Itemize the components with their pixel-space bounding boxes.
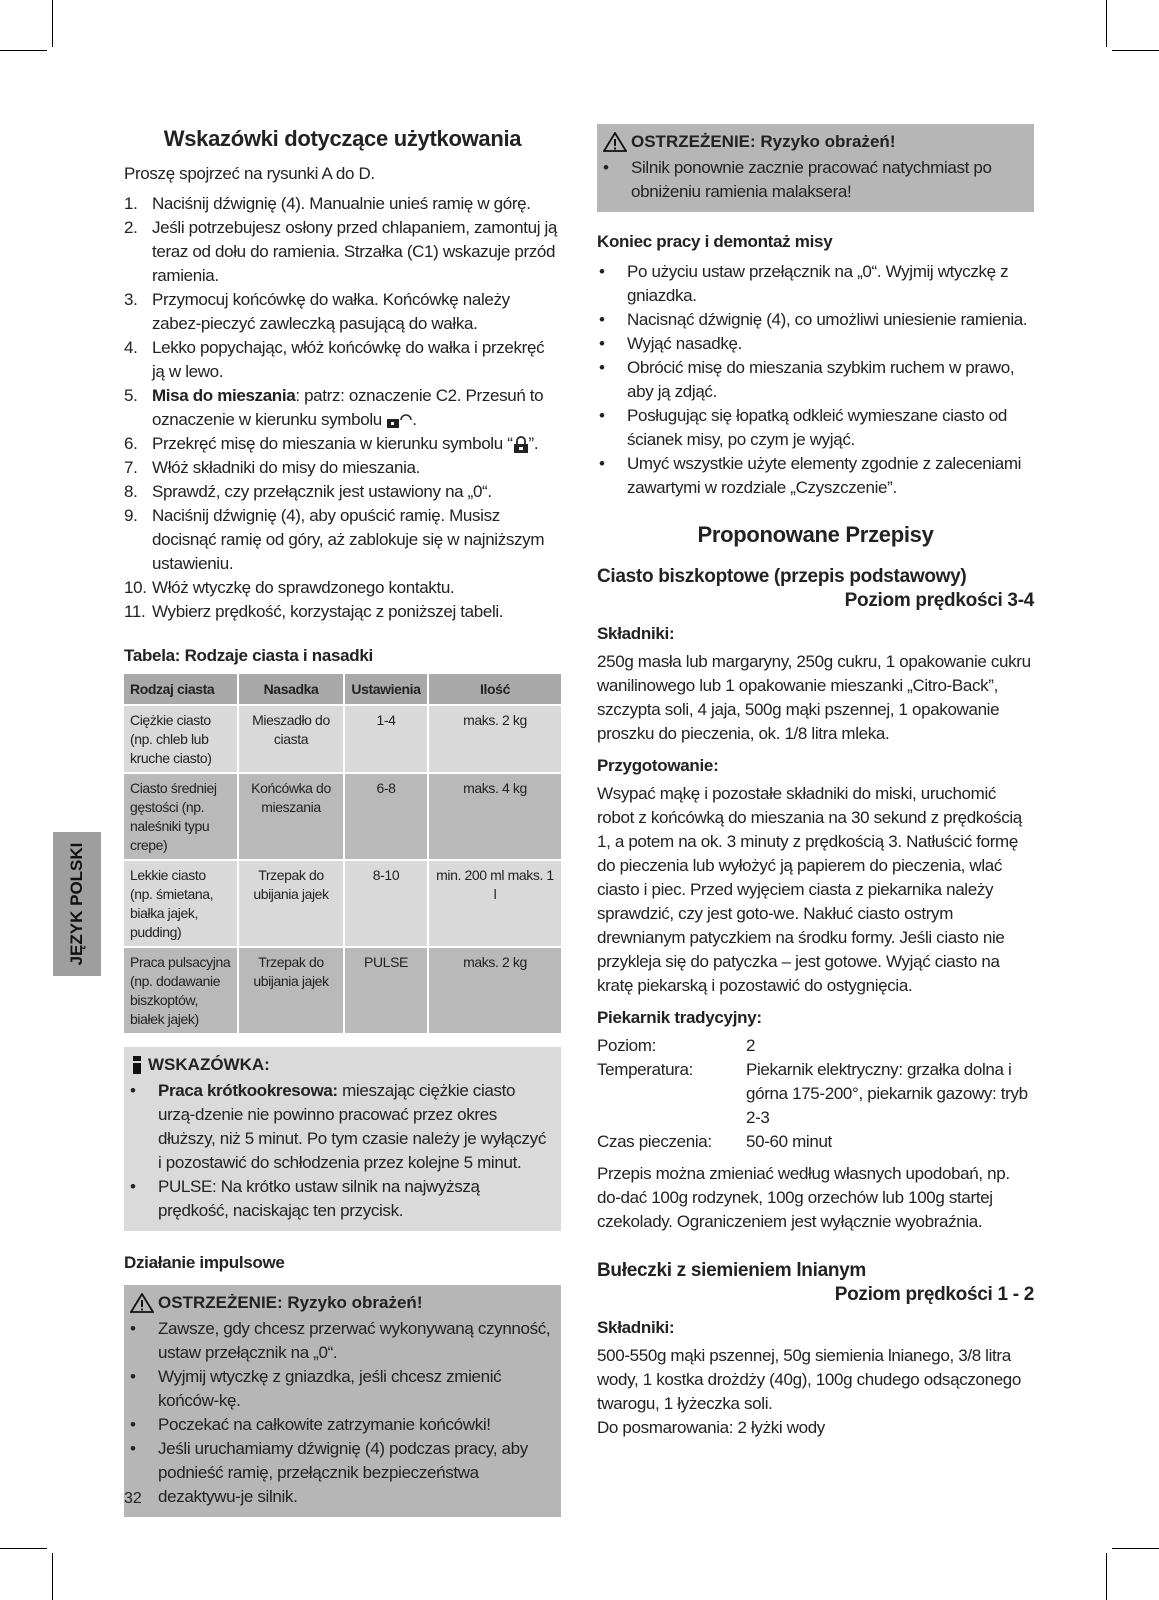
crop-mark bbox=[52, 1553, 53, 1600]
dough-table bbox=[124, 674, 561, 1033]
step-item bbox=[124, 480, 561, 504]
end-work-text: Po użyciu ustaw przełącznik na „0“. Wyjmij wtyczkę z gniazdka. bbox=[627, 262, 1009, 305]
end-work-title: Koniec pracy i demontaż misy bbox=[597, 232, 833, 251]
step-number: 2. bbox=[124, 218, 138, 237]
usage-steps bbox=[124, 192, 561, 624]
table-cell: Ciężkie ciasto (np. chleb lub kruche ciasto) bbox=[124, 705, 238, 773]
recipe-speed: Poziom prędkości 3-4 bbox=[844, 590, 1034, 611]
bullet: • bbox=[130, 1177, 136, 1196]
step-item bbox=[124, 288, 561, 336]
bullet: • bbox=[130, 1415, 136, 1434]
bullet: • bbox=[599, 334, 605, 353]
step-text: : patrz: oznaczenie C2. Przesuń to oznaczenie w kierunku symbolu bbox=[152, 386, 544, 429]
table-cell: maks. 2 kg bbox=[428, 947, 561, 1033]
warning-item bbox=[124, 1437, 551, 1509]
preparation-label: Przygotowanie: bbox=[597, 756, 719, 775]
warning-item-text: Poczekać na całkowite zatrzymanie końcówki! bbox=[158, 1415, 491, 1434]
step-bold: Misa do mieszania bbox=[152, 386, 296, 405]
table-cell: Trzepak do ubijania jajek bbox=[238, 860, 344, 947]
ingredients-label: Składniki: bbox=[597, 624, 675, 643]
warning-item bbox=[124, 1365, 551, 1413]
oven-value: Piekarnik elektryczny: grzałka dolna i górna 175-200°, piekarnik gazowy: tryb 2-3 bbox=[746, 1060, 1028, 1127]
table-cell: Trzepak do ubijania jajek bbox=[238, 947, 344, 1033]
warning-list bbox=[597, 156, 1024, 204]
oven-label: Piekarnik tradycyjny: bbox=[597, 1008, 762, 1027]
usage-intro: Proszę spojrzeć na rysunki A do D. bbox=[124, 164, 375, 183]
warning-box bbox=[597, 124, 1034, 212]
bullet: • bbox=[130, 1439, 136, 1458]
end-work-item bbox=[597, 260, 1034, 308]
end-work-item bbox=[597, 356, 1034, 404]
bullet: • bbox=[599, 310, 605, 329]
step-item bbox=[124, 456, 561, 480]
bullet: • bbox=[599, 262, 605, 281]
tip-item bbox=[124, 1079, 551, 1175]
table-header: Rodzaj ciasta bbox=[124, 674, 238, 705]
step-text: Włóż wtyczkę do sprawdzonego kontaktu. bbox=[152, 578, 455, 597]
recipes-title: Proponowane Przepisy bbox=[697, 522, 934, 547]
end-work-text: Umyć wszystkie użyte elementy zgodnie z zaleceniami zawartymi w rozdziale „Czyszczenie”. bbox=[627, 454, 1022, 497]
crop-mark bbox=[52, 0, 53, 47]
step-text: Wybierz prędkość, korzystając z poniższej tabeli. bbox=[152, 602, 504, 621]
warning-list bbox=[124, 1317, 551, 1509]
table-title: Tabela: Rodzaje ciasta i nasadki bbox=[124, 646, 373, 665]
table-cell: Praca pulsacyjna (np. dodawanie biszkoptów, białek jajek) bbox=[124, 947, 238, 1033]
table-cell: Mieszadło do ciasta bbox=[238, 705, 344, 773]
step-number: 6. bbox=[124, 434, 138, 453]
table-row bbox=[124, 947, 561, 1033]
warning-title: OSTRZEŻENIE: Ryzyko obrażeń! bbox=[158, 1293, 423, 1312]
step-number: 10. bbox=[124, 578, 147, 597]
page-number: 32 bbox=[124, 1490, 142, 1507]
language-label: JĘZYK POLSKI bbox=[67, 842, 86, 966]
step-number: 9. bbox=[124, 506, 138, 525]
warning-item bbox=[124, 1317, 551, 1365]
bullet: • bbox=[599, 406, 605, 425]
table-cell: maks. 4 kg bbox=[428, 773, 561, 860]
table-cell: Lekkie ciasto (np. śmietana, białka jajek, pudding) bbox=[124, 860, 238, 947]
step-item bbox=[124, 336, 561, 384]
warning-triangle-icon bbox=[130, 1293, 154, 1313]
warning-item-text: Silnik ponownie zacznie pracować natychmiast po obniżeniu ramienia malaksera! bbox=[631, 158, 992, 201]
crop-mark bbox=[1106, 1553, 1107, 1600]
warning-item bbox=[597, 156, 1024, 204]
unlock-symbol-icon bbox=[386, 412, 412, 430]
extra-text: Do posmarowania: 2 łyżki wody bbox=[597, 1418, 825, 1437]
step-text: Sprawdź, czy przełącznik jest ustawiony na „0“. bbox=[152, 482, 492, 501]
step-text: Naciśnij dźwignię (4). Manualnie unieś ramię w górę. bbox=[152, 194, 531, 213]
bullet: • bbox=[130, 1367, 136, 1386]
tip-item bbox=[124, 1175, 551, 1223]
warning-title: OSTRZEŻENIE: Ryzyko obrażeń! bbox=[631, 132, 896, 151]
step-item bbox=[124, 432, 561, 456]
crop-mark bbox=[0, 1548, 47, 1549]
table-cell: 6-8 bbox=[344, 773, 428, 860]
warning-item-text: Wyjmij wtyczkę z gniazdka, jeśli chcesz zmienić końców-kę. bbox=[158, 1367, 502, 1410]
step-number: 3. bbox=[124, 290, 138, 309]
tip-item-text: mieszając ciężkie ciasto urzą-dzenie nie powinno pracować przez okres dłuższy, niż 5 minut. Po tym czasie należy je wyłączyć i pozostawić do schłodzenia przez kolejne 5 minut. bbox=[158, 1081, 546, 1172]
end-work-list bbox=[597, 260, 1034, 500]
bullet: • bbox=[599, 358, 605, 377]
step-number: 7. bbox=[124, 458, 138, 477]
ingredients-label: Składniki: bbox=[597, 1318, 675, 1337]
warning-item-text: Zawsze, gdy chcesz przerwać wykonywaną czynność, ustaw przełącznik na „0“. bbox=[158, 1319, 551, 1362]
bullet: • bbox=[599, 454, 605, 473]
language-side-tab bbox=[53, 832, 101, 976]
usage-title: Wskazówki dotyczące użytkowania bbox=[163, 126, 522, 151]
oven-key: Temperatura: bbox=[597, 1060, 693, 1079]
step-text: ”. bbox=[528, 434, 539, 453]
recipe-title: Bułeczki z siemieniem lnianym bbox=[597, 1260, 867, 1281]
step-number: 8. bbox=[124, 482, 138, 501]
right-column bbox=[597, 124, 1034, 1440]
step-number: 5. bbox=[124, 386, 138, 405]
bullet: • bbox=[603, 158, 609, 177]
table-header: Ilość bbox=[428, 674, 561, 705]
tip-item-bold: Praca krótkookresowa: bbox=[158, 1081, 338, 1100]
oven-value: 50-60 minut bbox=[746, 1132, 832, 1151]
table-cell: maks. 2 kg bbox=[428, 705, 561, 773]
oven-row bbox=[597, 1130, 1034, 1154]
end-work-item bbox=[597, 332, 1034, 356]
end-work-item bbox=[597, 308, 1034, 332]
tip-item-text: PULSE: Na krótko ustaw silnik na najwyższą prędkość, naciskając ten przycisk. bbox=[158, 1177, 480, 1220]
ingredients-text: 250g masła lub margaryny, 250g cukru, 1 opakowanie cukru wanilinowego lub 1 opakowanie mieszanki „Citro-Back”, szczypta soli, 4 jaja, 500g mąki pszennej, 1 opakowanie proszku do pieczenia, ok. 1/8 litra mleka. bbox=[597, 652, 1031, 743]
warning-triangle-icon bbox=[603, 132, 627, 152]
tip-list bbox=[124, 1079, 551, 1223]
step-item bbox=[124, 384, 561, 432]
warning-item bbox=[124, 1413, 551, 1437]
crop-mark bbox=[1112, 50, 1159, 51]
preparation-text: Wsypać mąkę i pozostałe składniki do miski, uruchomić robot z końcówką do mieszania na 30 sekund z prędkością 1, a potem na ok. 3 minuty z prędkością 3. Natłuścić formę do pieczenia lub wyłożyć ją papierem do pieczenia, wlać ciasto i piec. Przed wyjęciem ciasta z piekarnika należy sprawdzić, czy jest goto-we. Nakłuć ciasto ostrym drewnianym patyczkiem na środku formy. Jeśli ciasto nie przykleja się do patyczka – jest gotowe. Wyjąć ciasto na kratę piekarską i pozostawić do ostygnięcia. bbox=[597, 784, 1022, 995]
oven-key: Czas pieczenia: bbox=[597, 1132, 712, 1151]
table-row bbox=[124, 773, 561, 860]
tip-title-row bbox=[130, 1055, 551, 1075]
table-cell: 8-10 bbox=[344, 860, 428, 947]
bullet: • bbox=[130, 1319, 136, 1338]
step-number: 11. bbox=[124, 602, 146, 621]
table-row bbox=[124, 860, 561, 947]
recipe-speed: Poziom prędkości 1 - 2 bbox=[834, 1284, 1034, 1305]
lock-symbol-icon bbox=[513, 436, 529, 454]
step-number: 1. bbox=[124, 194, 138, 213]
oven-row bbox=[597, 1034, 1034, 1058]
step-text: Jeśli potrzebujesz osłony przed chlapaniem, zamontuj ją teraz od dołu do ramienia. Strzałka (C1) wskazuje przód ramienia. bbox=[152, 218, 558, 285]
warning-title-row bbox=[603, 132, 1024, 152]
step-item bbox=[124, 504, 561, 576]
impulse-title: Działanie impulsowe bbox=[124, 1253, 285, 1272]
step-text: Naciśnij dźwignię (4), aby opuścić ramię. Musisz docisnąć ramię od góry, aż zablokuje się w najniższym ustawieniu. bbox=[152, 506, 545, 573]
crop-mark bbox=[1112, 1548, 1159, 1549]
tip-title: WSKAZÓWKA: bbox=[148, 1055, 270, 1074]
step-item bbox=[124, 600, 561, 624]
step-text: Przekręć misę do mieszania w kierunku symbolu “ bbox=[152, 434, 513, 453]
info-icon bbox=[130, 1056, 144, 1074]
table-cell: Ciasto średniej gęstości (np. naleśniki typu crepe) bbox=[124, 773, 238, 860]
end-work-text: Obrócić misę do mieszania szybkim ruchem w prawo, aby ją zdjąć. bbox=[627, 358, 1015, 401]
warning-title-row bbox=[130, 1293, 551, 1313]
table-header: Nasadka bbox=[238, 674, 344, 705]
table-cell: Końcówka do mieszania bbox=[238, 773, 344, 860]
step-text: Lekko popychając, włóż końcówkę do wałka i przekręć ją w lewo. bbox=[152, 338, 545, 381]
step-text: Włóż składniki do misy do mieszania. bbox=[152, 458, 420, 477]
warning-item-text: Jeśli uruchamiamy dźwignię (4) podczas pracy, aby podnieść ramię, przełącznik bezpieczeństwa dezaktywu-je silnik. bbox=[158, 1439, 528, 1506]
end-work-item bbox=[597, 452, 1034, 500]
step-number: 4. bbox=[124, 338, 138, 357]
tip-box bbox=[124, 1047, 561, 1231]
left-column bbox=[124, 118, 561, 1517]
step-item bbox=[124, 216, 561, 288]
oven-value: 2 bbox=[746, 1036, 756, 1055]
warning-box bbox=[124, 1285, 561, 1517]
step-text: Przymocuj końcówkę do wałka. Końcówkę należy zabez-pieczyć zawleczką pasującą do wałka. bbox=[152, 290, 510, 333]
table-cell: min. 200 ml maks. 1 l bbox=[428, 860, 561, 947]
end-work-text: Posługując się łopatką odkleić wymieszane ciasto od ścianek misy, po czym je wyjąć. bbox=[627, 406, 1007, 449]
oven-row bbox=[597, 1058, 1034, 1130]
end-work-text: Wyjąć nasadkę. bbox=[627, 334, 742, 353]
step-text: . bbox=[412, 410, 417, 429]
table-header: Ustawienia bbox=[344, 674, 428, 705]
bullet: • bbox=[130, 1081, 136, 1100]
ingredients-text: 500-550g mąki pszennej, 50g siemienia lnianego, 3/8 litra wody, 1 kostka drożdży (40g), 100g chudego odsączonego twarogu, 1 łyżeczka soli. bbox=[597, 1346, 1022, 1413]
end-work-text: Nacisnąć dźwignię (4), co umożliwi uniesienie ramienia. bbox=[627, 310, 1028, 329]
step-item bbox=[124, 576, 561, 600]
table-cell: 1-4 bbox=[344, 705, 428, 773]
oven-key: Poziom: bbox=[597, 1036, 656, 1055]
crop-mark bbox=[0, 50, 47, 51]
table-row bbox=[124, 705, 561, 773]
end-work-item bbox=[597, 404, 1034, 452]
recipe-note: Przepis można zmieniać według własnych upodobań, np. do-dać 100g rodzynek, 100g orzechów lub 100g startej czekolady. Ograniczeniem jest wyłącznie wyobraźnia. bbox=[597, 1164, 1010, 1231]
crop-mark bbox=[1106, 0, 1107, 47]
recipe-title: Ciasto biszkoptowe (przepis podstawowy) bbox=[597, 566, 967, 587]
table-cell: PULSE bbox=[344, 947, 428, 1033]
step-item bbox=[124, 192, 561, 216]
